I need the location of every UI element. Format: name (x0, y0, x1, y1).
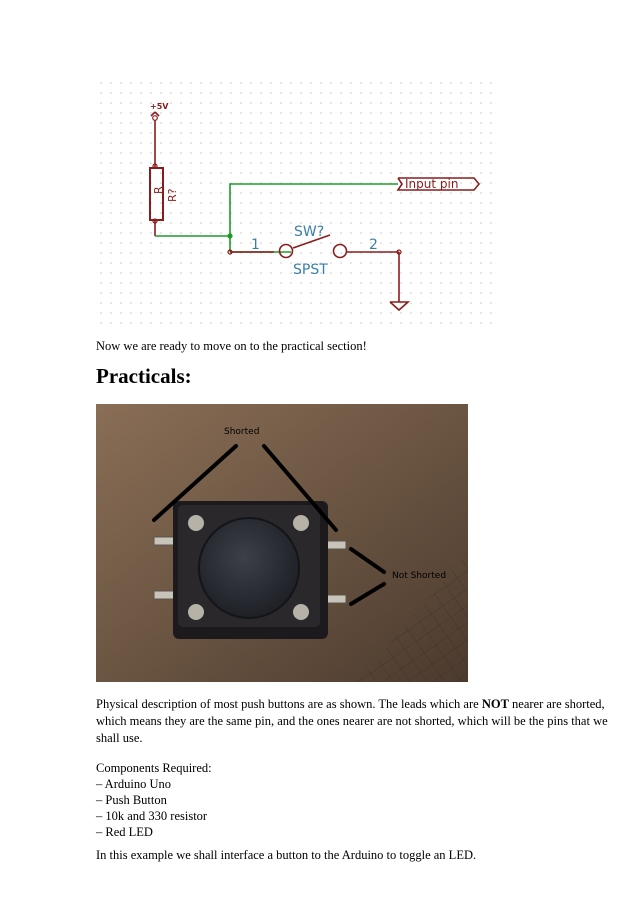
supply-label: +5V (150, 102, 169, 111)
push-button-photo (96, 404, 468, 682)
resistor-label: R (152, 186, 165, 194)
intro-text: Now we are ready to move on to the practical section! (96, 339, 367, 353)
label-not-shorted: Not Shorted (392, 571, 447, 581)
list-item: – Push Button (96, 793, 167, 807)
circuit-schematic (96, 78, 496, 326)
description-part2: nearer are shorted, which means they are the same pin, and the ones nearer are not shorted, which will be the pins that we shall use. (96, 697, 608, 745)
pin1-label: 1 (251, 237, 260, 253)
list-item: – Red LED (96, 825, 153, 839)
resistor-ref: R? (166, 188, 179, 202)
list-item: – 10k and 330 resistor (96, 809, 208, 823)
closing-text: In this example we shall interface a button to the Arduino to toggle an LED. (96, 848, 477, 862)
section-heading: Practicals: (96, 364, 192, 388)
junction-dot (227, 233, 232, 238)
label-shorted: Shorted (224, 427, 260, 437)
components-title: Components Required: (96, 761, 212, 775)
components-list (96, 760, 212, 840)
description-paragraph (96, 696, 612, 747)
description-bold: NOT (481, 697, 509, 711)
input-label: Input pin (405, 177, 459, 191)
switch-ref: SW? (294, 224, 325, 240)
list-item: – Arduino Uno (96, 777, 171, 791)
pin2-label: 2 (369, 237, 378, 253)
description-part1: Physical description of most push buttons are as shown. The leads which are (96, 697, 482, 711)
switch-type: SPST (293, 262, 328, 278)
